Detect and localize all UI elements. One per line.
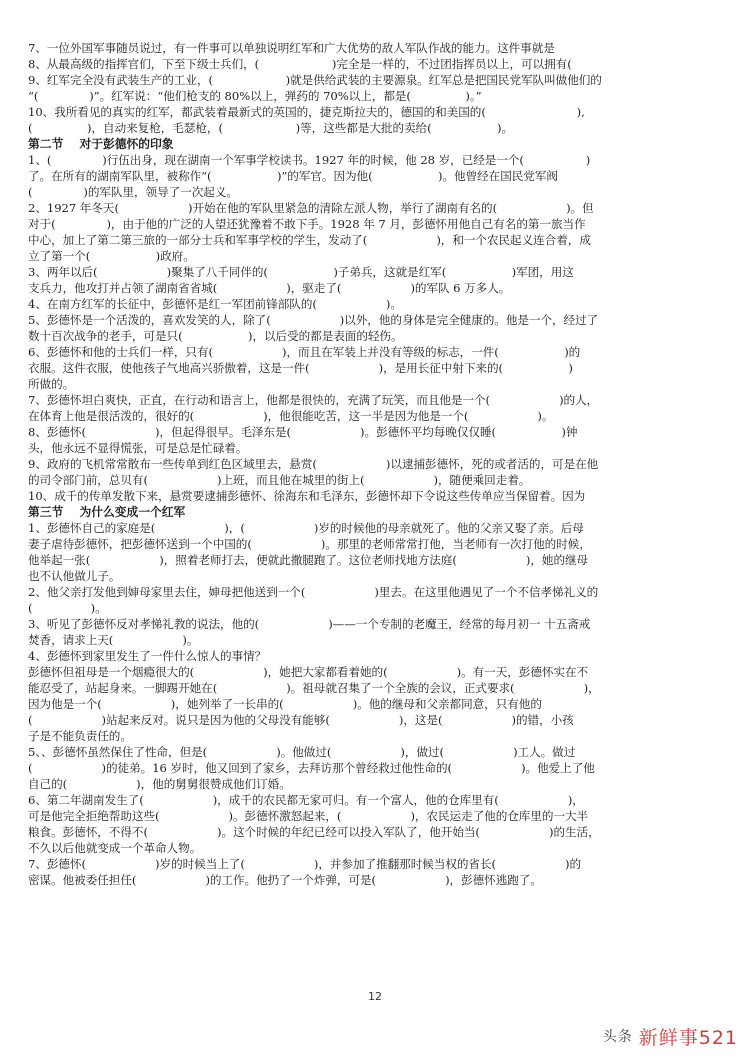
section-heading: 第二节 对于彭德怀的印象 bbox=[28, 137, 174, 151]
text-line: 对于( )，由于他的广泛的人望还犹豫着不敢下手。1928 年 7 月，彭德怀用他自己有名的第一旅当作 bbox=[28, 217, 586, 231]
text-line: 不久以后他就变成一个革命人物。 bbox=[28, 841, 202, 855]
text-line: 7、彭德怀坦白爽快，正直，在行动和语言上，他都是很快的，充满了玩笑，而且他是一个( )的人， bbox=[28, 393, 599, 407]
text-line: 粮食。彭德怀，不得不( )。这个时候的年纪已经可以投入军队了，他开始当( )的生活， bbox=[28, 825, 600, 839]
text-line: 9、红军完全没有武装生产的工业，( )就是供给武装的主要源泉。红军总是把国民党军队叫做他们的 bbox=[28, 73, 602, 87]
text-line: 7、彭德怀( )岁的时候当上了( )，并参加了推翻那时候当权的省长( )的 bbox=[28, 857, 582, 871]
text-line: 2、他父亲打发他到婶母家里去住，婶母把他送到一个( )里去。在这里他遇见了一个不信孝悌礼义的 bbox=[28, 585, 599, 599]
text-line: 3、听见了彭德怀反对孝悌礼教的说法，他的( )——一个专制的老魔王，经常的每月初一 十五斋戒 bbox=[28, 617, 591, 631]
text-line: 1、( )行伍出身，现在湖南一个军事学校读书。1927 年的时候，他 28 岁，已经是一个( ) bbox=[28, 153, 591, 167]
section-heading: 第三节 为什么变成一个红军 bbox=[28, 505, 186, 519]
text-line: 在体育上他是很活泼的，很好的( )，他很能吃苦，这一半是因为他是一个( )。 bbox=[28, 409, 554, 423]
text-line: 8、彭德怀( )，但起得很早。毛泽东是( )。彭德怀平均每晚仅仅睡( )钟 bbox=[28, 425, 578, 439]
text-line: 他举起一张( )，照着老师打去，便就此撒腿跑了。这位老师找地方法庭( )，她的继母 bbox=[28, 553, 589, 567]
text-line: 7、一位外国军事随员说过，有一件事可以单独说明红军和广大优势的敌人军队作战的能力。这件事就是 bbox=[28, 41, 555, 55]
platform-logo: 头条 bbox=[602, 1029, 633, 1045]
text-line: 10、我所看见的真实的红军，都武装着最新式的英国的，捷克斯拉夫的，德国的和美国的( ), bbox=[28, 105, 585, 119]
text-line: ( )。 bbox=[28, 601, 107, 615]
text-line: 妻子虐待彭德怀，把彭德怀送到一个中国的( )。那里的老师常常打他，当老师有一次打他的时候， bbox=[28, 537, 591, 551]
text-line: 也不认他做儿子。 bbox=[28, 569, 121, 583]
text-line: 的司令部门前，总贝有( )上班，而且他在城里的街上( )，随便乘回走着。 bbox=[28, 473, 531, 487]
text-line: 1、彭德怀自己的家庭是( )，( )岁的时候他的母亲就死了。他的父亲又娶了亲。后母 bbox=[28, 521, 584, 535]
text-line: 可是他完全拒绝帮助这些( )。彭德怀激怒起来，( )，农民运走了他的仓库里的一大半 bbox=[28, 809, 589, 823]
text-line: 头，他永远不显得慌张，可是总是忙碌着。 bbox=[28, 441, 248, 455]
text-line: 所做的。 bbox=[28, 377, 75, 391]
text-line: 能忍受了，站起身来。一脚踢开她在( )。祖母就召集了一个全族的会议，正式要求( )， bbox=[28, 681, 600, 695]
text-line: 5、彭德怀是一个活泼的，喜欢发笑的人，除了( )以外，他的身体是完全健康的。他是一个，经过了 bbox=[28, 313, 599, 327]
text-line: 中心，加上了第二第三旅的一部分士兵和军事学校的学生，发动了( )，和一个农民起义连合着，成 bbox=[28, 233, 591, 247]
text-line: 了。在所有的湖南军队里，被称作“( )”的军官。因为他( )。他曾经在国民党军阀 bbox=[28, 169, 558, 183]
text-line: 衣服。这件衣服，使他孩子气地高兴骄傲着，这是一件( )，是用长征中射下来的( ) bbox=[28, 361, 573, 375]
text-line: 立了第一个( )政府。 bbox=[28, 249, 195, 263]
text-line: 密谋。他被委任担任( )的工作。他扔了一个炸弹，可是( )，彭德怀逃跑了。 bbox=[28, 873, 542, 887]
account-name: 新鲜事521 bbox=[638, 1026, 738, 1049]
text-line: 支兵力，他攻打并占领了湖南省省城( )，驱走了( )的军队 6 万多人。 bbox=[28, 281, 511, 295]
text-line: 4、在南方红军的长征中，彭德怀是红一军团前锋部队的( )。 bbox=[28, 297, 402, 311]
text-line: 3、两年以后( )聚集了八千同伴的( )子弟兵，这就是红军( )军团，用这 bbox=[28, 265, 574, 279]
text-line: 4、彭德怀到家里发生了一件什么惊人的事情？ bbox=[28, 649, 267, 663]
text-line: “( )”。红军说：“他们枪支的 80%以上，弹药的 70%以上，都是( )。” bbox=[28, 89, 482, 103]
text-line: ( )站起来反对。说只是因为他的父母没有能够( )，这是( )的错，小孩 bbox=[28, 713, 574, 727]
text-line: 子是不能负责任的。 bbox=[28, 729, 132, 743]
text-line: 2、1927 年冬天( )开始在他的军队里紧急的清除左派人物，举行了湖南有名的( )。但 bbox=[28, 201, 594, 215]
text-line: 数十百次战争的老手，可是只( )，以后受的都是表面的轻伤。 bbox=[28, 329, 403, 343]
watermark bbox=[603, 1022, 738, 1050]
text-line: 6、彭德怀和他的士兵们一样，只有( )，而且在军装上并没有等级的标志，一件( )的 bbox=[28, 345, 581, 359]
text-line: 8、从最高级的指挥官们，下至下级士兵们，( )完全是一样的，不过团指挥员以上，可以拥有( bbox=[28, 57, 572, 71]
text-line: ( )，自动来复枪，毛瑟枪，( )等，这些都是大批的卖给( )。 bbox=[28, 121, 514, 135]
text-line: 自己的( )，他的舅舅很赞成他们订婚。 bbox=[28, 777, 291, 791]
text-line: ( )的徒弟。16 岁时，他又回到了家乡，去拜访那个曾经救过他性命的( )。他爱上了他 bbox=[28, 761, 595, 775]
text-line: 6、第二年湖南发生了( )，成千的农民都无家可归。有一个富人，他的仓库里有( )， bbox=[28, 793, 584, 807]
text-line: 5、、彭德怀虽然保住了性命，但是( )。他做过( )，做过( )工人。做过 bbox=[28, 745, 576, 759]
text-line bbox=[28, 888, 716, 904]
text-line: 焚香，请求上天( )。 bbox=[28, 633, 199, 647]
page-number: 12 bbox=[368, 990, 382, 1003]
text-line: 因为他是一个( )，她列举了一长串的( )。他的继母和父亲都同意，只有他的 bbox=[28, 697, 542, 711]
text-line: ( )的军队里，领导了一次起义。 bbox=[28, 185, 238, 199]
text-line: 10、成千的传单发散下来，悬赏要逮捕彭德怀、徐海东和毛泽东，彭德怀却下令说这些传单应当保留着。因为 bbox=[28, 489, 586, 503]
text-line: 彭德怀但祖母是一个烟瘾很大的( )，她把大家都看着她的( )。有一天，彭德怀实在不 bbox=[28, 665, 589, 679]
document-page bbox=[28, 40, 716, 980]
text-line: 9、政府的飞机常常散布一些传单到红色区域里去，悬赏( )以逮捕彭德怀，死的或者活的，可是在他 bbox=[28, 457, 599, 471]
